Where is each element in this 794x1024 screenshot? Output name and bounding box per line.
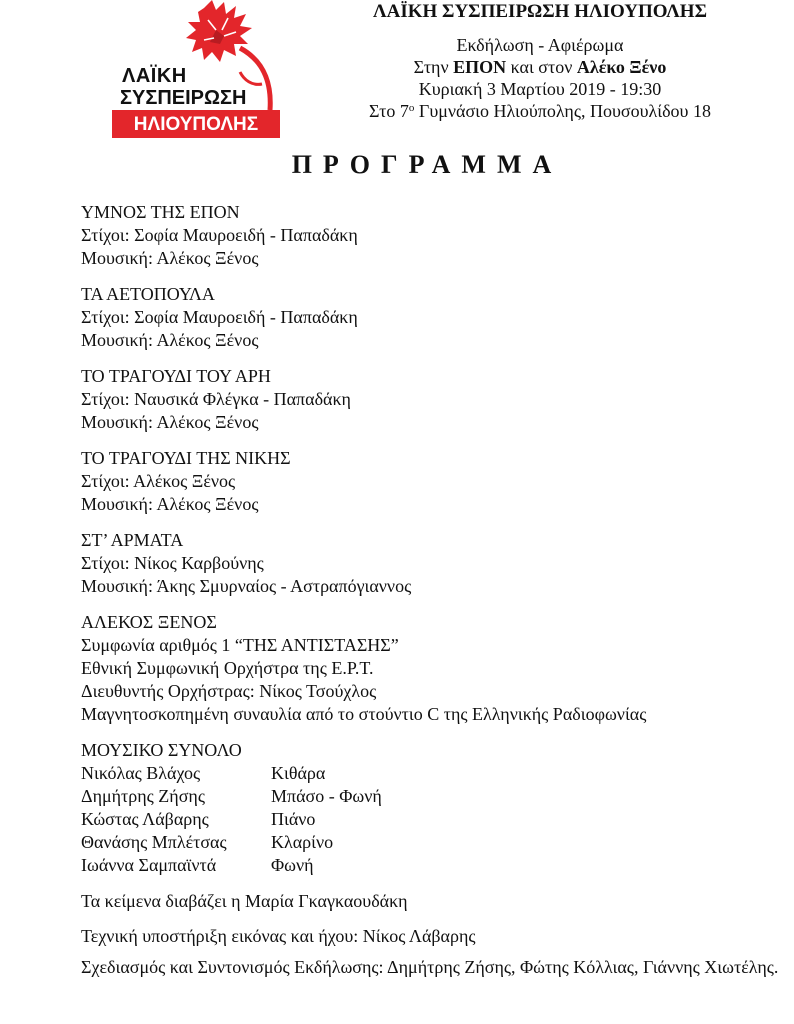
program-item-2 xyxy=(81,283,781,352)
item-line: Στίχοι: Σοφία Μαυροειδή - Παπαδάκη xyxy=(81,225,358,245)
logo-text-line1: ΛΑΪΚΗ xyxy=(122,65,187,87)
item-line: Στίχοι: Νίκος Καρβούνης xyxy=(81,553,264,573)
ensemble-title: ΜΟΥΣΙΚΟ ΣΥΝΟΛΟ xyxy=(81,740,242,760)
member-role: Μπάσο - Φωνή xyxy=(271,786,382,806)
item-line: Μουσική: Αλέκος Ξένος xyxy=(81,330,259,350)
readings-credit: Τα κείμενα διαβάζει η Μαρία Γκαγκαουδάκη xyxy=(81,891,408,911)
item-line: Συμφωνία αριθμός 1 “ΤΗΣ ΑΝΤΙΣΤΑΣΗΣ” xyxy=(81,635,399,655)
item-line: Μουσική: Αλέκος Ξένος xyxy=(81,494,259,514)
program-item-5 xyxy=(81,529,781,598)
event-dedication xyxy=(320,56,760,78)
item-line: Στίχοι: Ναυσικά Φλέγκα - Παπαδάκη xyxy=(81,389,351,409)
item-line: Εθνική Συμφωνική Ορχήστρα της Ε.Ρ.Τ. xyxy=(81,658,374,678)
member-name: Κώστας Λάβαρης xyxy=(81,809,209,829)
dedication-epon: ΕΠΟΝ xyxy=(453,57,507,77)
member-role: Κιθάρα xyxy=(271,763,326,783)
member-role: Φωνή xyxy=(271,855,314,875)
organization-name: ΛΑΪΚΗ ΣΥΣΠΕΙΡΩΣΗ ΗΛΙΟΥΠΟΛΗΣ xyxy=(372,1,707,22)
dedication-mid: και στον xyxy=(506,57,577,77)
coordination-credit: Σχεδιασμός και Συντονισμός Εκδήλωσης: Δημήτρης Ζήσης, Φώτης Κόλλιας, Γιάννης Χιωτέλης. xyxy=(81,957,779,977)
member-name: Θανάσης Μπλέτσας xyxy=(81,832,227,852)
ensemble-section xyxy=(81,739,781,877)
item-line: Στίχοι: Αλέκος Ξένος xyxy=(81,471,236,491)
item-line: Μουσική: Αλέκος Ξένος xyxy=(81,412,259,432)
logo-text-line2: ΣΥΣΠΕΙΡΩΣΗ xyxy=(120,87,247,109)
ensemble-member xyxy=(81,762,781,785)
event-type: Εκδήλωση - Αφιέρωμα xyxy=(456,35,624,55)
venue-post: Γυμνάσιο Ηλιούπολης, Πουσουλίδου 18 xyxy=(414,101,711,121)
item-line: Στίχοι: Σοφία Μαυροειδή - Παπαδάκη xyxy=(81,307,358,327)
item-line: Μουσική: Άκης Σμυρναίος - Αστραπόγιαννος xyxy=(81,576,412,596)
member-role: Πιάνο xyxy=(271,809,316,829)
member-name: Ιωάννα Σαμπαϊντά xyxy=(81,855,217,875)
dedication-pre: Στην xyxy=(413,57,454,77)
item-title: ΣΤ’ ΑΡΜΑΤΑ xyxy=(81,530,184,550)
item-title: ΤΑ ΑΕΤΟΠΟΥΛΑ xyxy=(81,284,215,304)
item-line: Διευθυντής Ορχήστρας: Νίκος Τσούχλος xyxy=(81,681,377,701)
item-line: Μαγνητοσκοπημένη συναυλία από το στούντιο C της Ελληνικής Ραδιοφωνίας xyxy=(81,704,647,724)
venue-ordinal: ο xyxy=(408,102,415,114)
ensemble-member xyxy=(81,808,781,831)
program-item-1 xyxy=(81,201,781,270)
member-role: Κλαρίνο xyxy=(271,832,334,852)
item-line: Μουσική: Αλέκος Ξένος xyxy=(81,248,259,268)
program-content xyxy=(81,201,781,979)
item-title: ΤΟ ΤΡΑΓΟΥΔΙ ΤΗΣ ΝΙΚΗΣ xyxy=(81,448,291,468)
program-item-4 xyxy=(81,447,781,516)
program-title: ΠΡΟΓΡΑΜΜΑ xyxy=(291,150,563,179)
item-title: ΥΜΝΟΣ ΤΗΣ ΕΠΟΝ xyxy=(81,202,240,222)
organization-logo xyxy=(112,0,280,138)
logo-band-text: ΗΛΙΟΥΠΟΛΗΣ xyxy=(133,114,259,135)
event-venue xyxy=(320,100,760,122)
ensemble-member xyxy=(81,831,781,854)
ensemble-member xyxy=(81,854,781,877)
item-title: ΤΟ ΤΡΑΓΟΥΔΙ ΤΟΥ ΑΡΗ xyxy=(81,366,271,386)
member-name: Νικόλας Βλάχος xyxy=(81,763,201,783)
member-name: Δημήτρης Ζήσης xyxy=(81,786,205,806)
dedication-xenos: Αλέκο Ξένο xyxy=(576,57,667,77)
ensemble-member xyxy=(81,785,781,808)
logo-red-band xyxy=(112,110,280,138)
program-item-6 xyxy=(81,611,781,726)
event-date: Κυριακή 3 Μαρτίου 2019 - 19:30 xyxy=(418,79,662,99)
item-title: ΑΛΕΚΟΣ ΞΕΝΟΣ xyxy=(81,612,217,632)
program-item-3 xyxy=(81,365,781,434)
tech-support-credit: Τεχνική υποστήριξη εικόνας και ήχου: Νίκος Λάβαρης xyxy=(81,926,476,946)
venue-pre: Στο 7 xyxy=(369,101,409,121)
